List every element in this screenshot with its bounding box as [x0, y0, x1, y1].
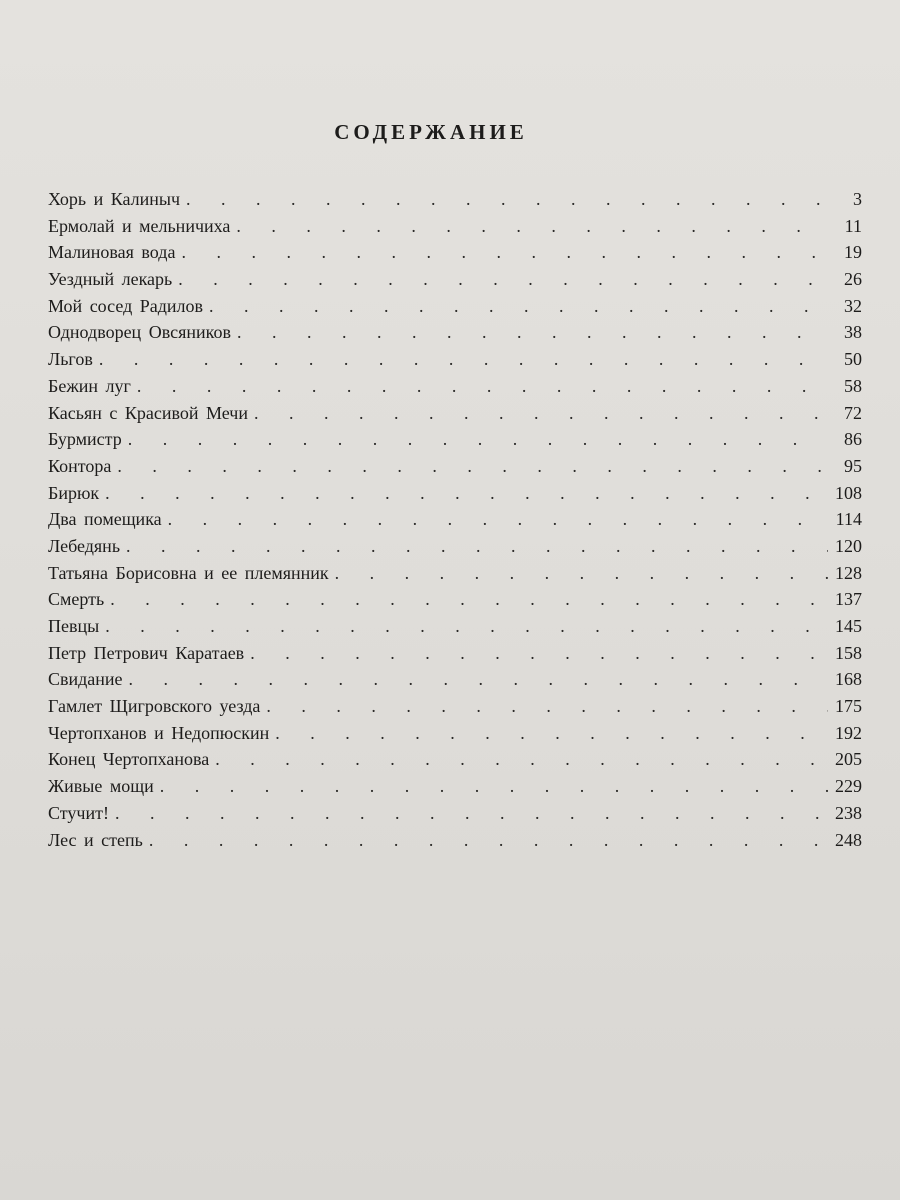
toc-entry-page: 145 — [835, 616, 862, 636]
toc-entry — [48, 827, 862, 854]
toc-entry-page: 32 — [844, 295, 862, 316]
toc-entry — [48, 506, 862, 533]
toc-dot-leader — [129, 666, 828, 693]
toc-entry-title: Уездный лекарь — [48, 269, 173, 290]
toc-dot-leader — [105, 613, 828, 640]
page-title: СОДЕРЖАНИЕ — [334, 120, 528, 144]
toc-entry-page: 120 — [835, 535, 862, 556]
toc-entry-title: Конец Чертопханова — [48, 749, 210, 770]
toc-entry — [48, 293, 862, 320]
toc-entry — [48, 640, 862, 667]
toc-dot-leader — [236, 213, 828, 240]
toc-entry — [48, 400, 862, 427]
toc-entry — [48, 720, 862, 747]
toc-entry-title: Малиновая вода — [48, 242, 176, 263]
toc-entry-page: 238 — [835, 802, 862, 823]
toc-entry — [48, 426, 862, 453]
toc-entry-title: Живые мощи — [48, 776, 154, 797]
toc-dot-leader — [266, 693, 828, 720]
toc-dot-leader — [117, 453, 828, 480]
toc-entry-title: Чертопханов и Недопюскин — [48, 722, 270, 743]
toc-entry-title: Бежин луг — [48, 375, 131, 396]
toc-entry-page: 26 — [844, 269, 862, 290]
toc-entry-page: 229 — [835, 776, 862, 797]
toc-entry-page: 95 — [844, 455, 862, 476]
toc-entry-page: 72 — [844, 402, 862, 423]
toc-entry — [48, 319, 862, 346]
toc-entry-title: Ермолай и мельничиха — [48, 215, 231, 236]
toc-entry — [48, 800, 862, 827]
toc-dot-leader — [110, 586, 828, 613]
toc-entry-title: Певцы — [48, 616, 100, 636]
toc-dot-leader — [254, 400, 828, 427]
toc-entry-title: Гамлет Щигровского уезда — [48, 696, 261, 717]
toc-dot-leader — [178, 266, 828, 293]
toc-entry-title: Два помещика — [48, 509, 162, 530]
toc-dot-leader — [335, 560, 828, 587]
toc-dot-leader — [237, 319, 828, 346]
toc-entry-title: Контора — [48, 455, 112, 476]
toc-dot-leader — [275, 720, 828, 747]
toc-dot-leader — [168, 506, 828, 533]
toc-entry-page: 58 — [844, 375, 862, 396]
toc-entry-title: Бурмистр — [48, 429, 122, 450]
toc-entry — [48, 693, 862, 720]
toc-entry-page: 3 — [853, 189, 862, 209]
toc-dot-leader — [149, 827, 828, 854]
toc-entry-title: Татьяна Борисовна и ее племянник — [48, 562, 329, 583]
toc-dot-leader — [137, 373, 828, 400]
toc-entry-title: Однодворец Овсяников — [48, 322, 231, 343]
toc-entry-title: Хорь и Калиныч — [48, 189, 181, 209]
toc-dot-leader — [181, 239, 828, 266]
toc-entry — [48, 186, 862, 213]
toc-dot-leader — [250, 640, 828, 667]
toc-entry-page: 19 — [844, 242, 862, 263]
toc-entry — [48, 213, 862, 240]
toc-entry-title: Льгов — [48, 349, 93, 370]
toc-dot-leader — [115, 800, 828, 827]
toc-entry-title: Свидание — [48, 669, 123, 690]
table-of-contents — [48, 186, 862, 853]
toc-entry — [48, 346, 862, 373]
toc-entry-title: Бирюк — [48, 482, 100, 503]
toc-entry-title: Петр Петрович Каратаев — [48, 642, 245, 663]
toc-entry-title: Касьян с Красивой Мечи — [48, 402, 248, 423]
toc-entry-page: 50 — [844, 349, 862, 370]
toc-dot-leader — [128, 426, 828, 453]
toc-dot-leader — [186, 186, 828, 213]
toc-dot-leader — [105, 480, 828, 507]
toc-entry-page: 205 — [835, 749, 862, 770]
toc-entry-page: 108 — [835, 482, 862, 503]
toc-entry — [48, 239, 862, 266]
toc-entry-page: 248 — [835, 829, 862, 850]
toc-entry — [48, 373, 862, 400]
toc-entry-page: 86 — [844, 429, 862, 450]
toc-entry-page: 114 — [835, 509, 862, 530]
toc-entry-page: 128 — [835, 562, 862, 583]
toc-entry-page: 192 — [835, 722, 862, 743]
toc-entry-page: 158 — [835, 642, 862, 663]
toc-entry — [48, 586, 862, 613]
toc-dot-leader — [160, 773, 828, 800]
toc-entry — [48, 746, 862, 773]
toc-entry-title: Лебедянь — [48, 535, 121, 556]
toc-entry-page: 175 — [835, 696, 862, 717]
toc-entry-page: 137 — [835, 589, 862, 610]
toc-entry — [48, 773, 862, 800]
toc-entry — [48, 480, 862, 507]
toc-entry-title: Мой сосед Радилов — [48, 295, 204, 316]
toc-entry — [48, 613, 862, 640]
toc-dot-leader — [99, 346, 828, 373]
toc-dot-leader — [215, 746, 828, 773]
toc-dot-leader — [209, 293, 828, 320]
toc-entry — [48, 453, 862, 480]
toc-entry — [48, 266, 862, 293]
toc-dot-leader — [126, 533, 828, 560]
toc-entry — [48, 533, 862, 560]
toc-entry-title: Смерть — [48, 589, 105, 610]
toc-entry-page: 38 — [844, 322, 862, 343]
toc-entry — [48, 560, 862, 587]
toc-entry-title: Лес и степь — [48, 829, 143, 850]
toc-entry-page: 168 — [835, 669, 862, 690]
toc-entry-page: 11 — [844, 215, 862, 236]
toc-entry — [48, 666, 862, 693]
toc-entry-title: Стучит! — [48, 802, 109, 823]
